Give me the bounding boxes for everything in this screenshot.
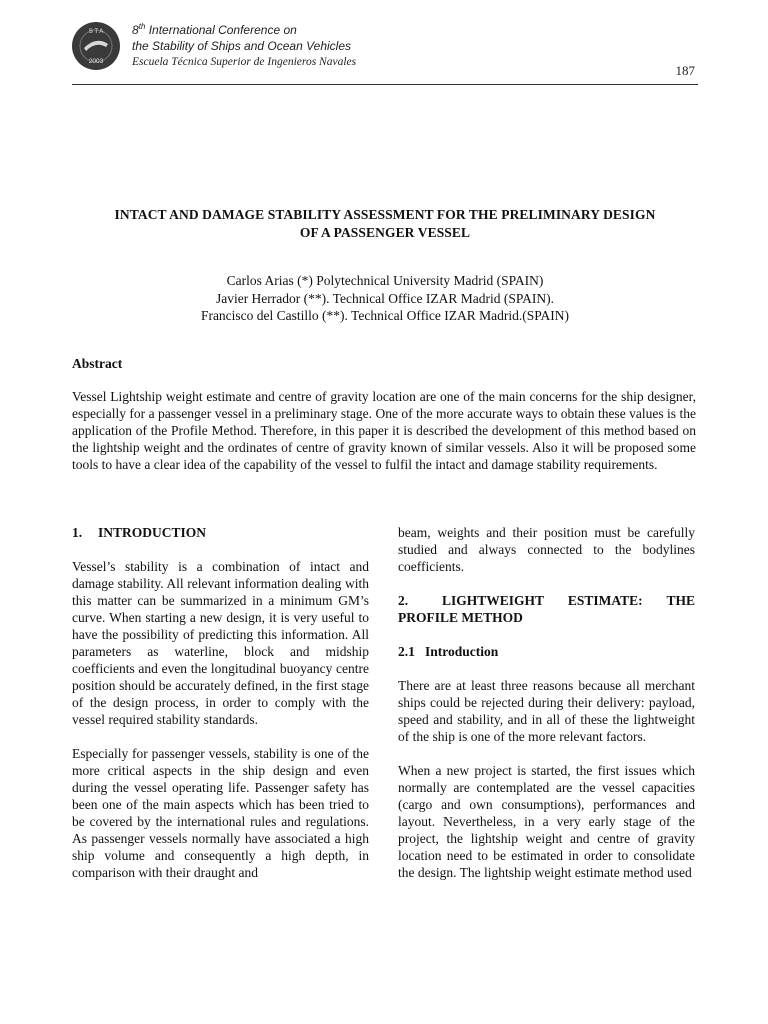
section-1-paragraph-2-continued: beam, weights and their position must be carefully studied and always connected to the bodylines coefficients. bbox=[398, 525, 695, 574]
section-1-number: 1. bbox=[72, 525, 83, 540]
stab-logo-icon bbox=[72, 22, 120, 70]
abstract-text: Vessel Lightship weight estimate and centre of gravity location are one of the main concerns for the ship designer, especially for a passenger vessel in a preliminary stage. One of the more accurate ways to obtain these values is the application of the Profile Method. Therefore, in this paper it is described the development of this method based on the lightship weight and the ordinates of centre of gravity known of similar vessels. Also it will be proposed some tools to have a clear idea of the capability of the vessel to fulfil the intact and damage stability requirements. bbox=[72, 389, 696, 472]
conference-name: International Conference on bbox=[148, 23, 297, 37]
section-1-paragraph-2: Especially for passenger vessels, stability is one of the more critical aspects in the ship design and even during the vessel operating life. Passenger safety has been one of the main aspects which has been tried to be covered by the international rules and regulations. As passenger vessels normally have associated a high ship volume and consequently a high depth, in comparison with their draught and bbox=[72, 746, 369, 880]
author-3: Francisco del Castillo (**). Technical Office IZAR Madrid.(SPAIN) bbox=[200, 308, 570, 323]
left-column bbox=[72, 524, 369, 898]
logo-year: 2003 bbox=[88, 58, 104, 65]
title-line-2: OF A PASSENGER VESSEL bbox=[299, 225, 471, 240]
ordinal-suffix: th bbox=[138, 22, 146, 31]
subsection-2-1-heading bbox=[398, 643, 695, 660]
conference-venue: Escuela Técnica Superior de Ingenieros Navales bbox=[132, 56, 357, 68]
page-number: 187 bbox=[675, 63, 695, 78]
abstract-heading: Abstract bbox=[72, 356, 123, 371]
right-column bbox=[398, 524, 695, 898]
ordinal: 8 bbox=[132, 23, 139, 37]
title-line-1: INTACT AND DAMAGE STABILITY ASSESSMENT FOR THE PRELIMINARY DESIGN bbox=[114, 207, 656, 222]
author-1: Carlos Arias (*) Polytechnical University Madrid (SPAIN) bbox=[226, 273, 544, 288]
subsection-2-1-number: 2.1 bbox=[398, 644, 415, 659]
section-1-paragraph-1: Vessel’s stability is a combination of intact and damage stability. All relevant information dealing with this matter can be summarized in a minimum GM’s curve. When starting a new design, it is very useful to have the possibility of predicting this information. All parameters as waterline, block and midship coefficients and even the longitudinal buoyancy centre position should be accurately defined, in the first stage of the design process, in order to comply with the vessel required stability standards. bbox=[72, 559, 369, 727]
conference-line-2: the Stability of Ships and Ocean Vehicles bbox=[132, 39, 352, 53]
section-1-heading bbox=[72, 524, 369, 541]
conference-header bbox=[132, 22, 356, 70]
section-2-paragraph-2: When a new project is started, the first issues which normally are contemplated are the vessel capacities (cargo and own consumptions), performances and layout. Nevertheless, in a very early stage of the project, the lightship weight and centre of gravity location need to be estimated in order to consolidate the design. The lightship weight estimate method used bbox=[398, 763, 695, 880]
author-2: Javier Herrador (**). Technical Office IZAR Madrid (SPAIN). bbox=[215, 290, 555, 306]
logo-letters: S T A bbox=[88, 29, 104, 35]
subsection-2-1-title: Introduction bbox=[425, 644, 499, 659]
conference-line-1 bbox=[132, 22, 356, 38]
section-2-number: 2. bbox=[398, 593, 409, 608]
paper-title bbox=[72, 206, 698, 242]
section-2-title: LIGHTWEIGHT ESTIMATE: THE PROFILE METHOD bbox=[398, 593, 695, 625]
section-2-paragraph-1: There are at least three reasons because all merchant ships could be rejected during their delivery: payload, speed and stability, and in all of these the lightweight of the ship is one of the more relevant factors. bbox=[398, 678, 695, 744]
author-list bbox=[72, 272, 698, 325]
section-1-title: INTRODUCTION bbox=[98, 525, 207, 540]
header-divider bbox=[72, 84, 698, 85]
section-2-heading bbox=[398, 592, 695, 626]
